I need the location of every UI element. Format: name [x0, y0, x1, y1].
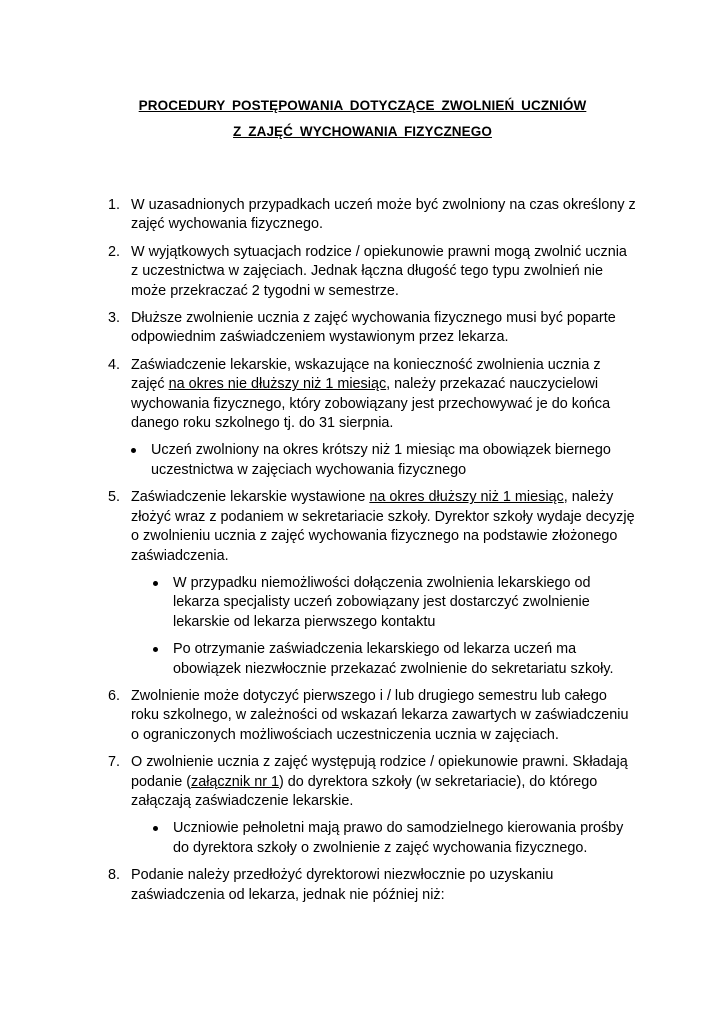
item-number: 5.	[108, 489, 121, 506]
document-title	[0, 93, 725, 145]
item-text-end: ) do dyrektora szkoły (w sekretariacie), do którego załączają zaświadczenie lekarskie.	[131, 773, 598, 809]
bullet-item	[131, 819, 637, 858]
bullet-item	[131, 441, 637, 480]
bullet-icon	[153, 647, 158, 652]
title-line-2: Z ZAJĘĆ WYCHOWANIA FIZYCZNEGO	[233, 124, 492, 139]
procedure-list	[0, 196, 725, 905]
procedure-item-7	[0, 753, 725, 858]
item-number: 2.	[108, 243, 121, 260]
bullet-text: Uczeń zwolniony na okres krótszy niż 1 miesiąc ma obowiązek biernego uczestnictwa w zajęciach wychowania fizycznego	[151, 442, 611, 478]
procedure-item-1	[0, 196, 725, 235]
procedure-item-4	[0, 356, 725, 480]
item-text: Podanie należy przedłożyć dyrektorowi niezwłocznie po uzyskaniu zaświadczenia od lekarza, jednak nie później niż:	[131, 867, 554, 903]
item-text	[131, 488, 637, 566]
item-text-start: Zaświadczenie lekarskie wystawione	[131, 489, 370, 506]
procedure-item-8	[0, 866, 725, 905]
item-number: 3.	[108, 310, 121, 327]
item-text	[131, 753, 637, 811]
item-number: 7.	[108, 754, 121, 771]
item-text: W uzasadnionych przypadkach uczeń może być zwolniony na czas określony z zajęć wychowania fizycznego.	[131, 197, 636, 233]
item-text-end: , należy przekazać nauczycielowi wychowania fizycznego, który zobowiązany jest przechowywać je do końca danego roku szkolnego tj. do 31 sierpnia.	[131, 376, 611, 432]
item-text-end: , należy złożyć wraz z podaniem w sekretariacie szkoły. Dyrektor szkoły wydaje decyzję o zwolnieniu ucznia z zajęć wychowania fizycznego na podstawie złożonego zaświadczenia.	[131, 489, 635, 564]
bullet-icon	[153, 581, 158, 586]
bullet-text: Uczniowie pełnoletni mają prawo do samodzielnego kierowania prośby do dyrektora szkoły o zwolnienie z zajęć wychowania fizycznego.	[173, 820, 624, 856]
underlined-phrase: załącznik nr 1	[191, 773, 279, 790]
bullet-list	[131, 574, 637, 679]
procedure-item-2	[0, 243, 725, 301]
item-number: 1.	[108, 197, 121, 213]
bullet-list	[131, 819, 637, 858]
item-text-start: Zaświadczenie lekarskie, wskazujące na konieczność zwolnienia ucznia z zajęć	[131, 356, 601, 393]
item-number: 6.	[108, 687, 121, 704]
item-text: Zwolnienie może dotyczyć pierwszego i / lub drugiego semestru lub całego roku szkolnego, w zależności od wskazań lekarza zawartych w zaświadczeniu o ograniczonych możliwościach uczestniczenia ucznia w zajęciach.	[131, 687, 629, 743]
bullet-item	[131, 640, 637, 679]
item-text-start: O zwolnienie ucznia z zajęć występują rodzice / opiekunowie prawni. Składają podanie (	[131, 754, 628, 790]
bullet-list	[131, 441, 637, 480]
bullet-icon	[153, 826, 158, 831]
item-number: 4.	[108, 356, 121, 373]
bullet-icon	[131, 448, 136, 453]
procedure-item-6	[0, 687, 725, 745]
item-text: Dłuższe zwolnienie ucznia z zajęć wychowania fizycznego musi być poparte odpowiednim zaświadczeniem wystawionym przez lekarza.	[131, 310, 616, 346]
underlined-phrase: na okres dłuższy niż 1 miesiąc	[369, 489, 564, 506]
procedure-item-5	[0, 488, 725, 679]
bullet-text: Po otrzymanie zaświadczenia lekarskiego od lekarza uczeń ma obowiązek niezwłocznie przekazać zwolnienie do sekretariatu szkoły.	[173, 641, 614, 677]
item-text: W wyjątkowych sytuacjach rodzice / opiekunowie prawni mogą zwolnić ucznia z uczestnictwa w zajęciach. Jednak łączna długość tego typu zwolnień nie może przekraczać 2 tygodni w semestrze.	[131, 243, 627, 299]
underlined-phrase: na okres nie dłuższy niż 1 miesiąc	[168, 376, 387, 393]
title-line-1: PROCEDURY POSTĘPOWANIA DOTYCZĄCE ZWOLNIEŃ UCZNIÓW	[138, 98, 587, 113]
bullet-text: W przypadku niemożliwości dołączenia zwolnienia lekarskiego od lekarza specjalisty uczeń zobowiązany jest dostarczyć zwolnienie lekarskie od lekarza pierwszego kontaktu	[173, 574, 591, 630]
procedure-item-3	[0, 309, 725, 348]
bullet-item	[131, 574, 637, 632]
item-text	[131, 356, 637, 434]
item-number: 8.	[108, 867, 121, 884]
